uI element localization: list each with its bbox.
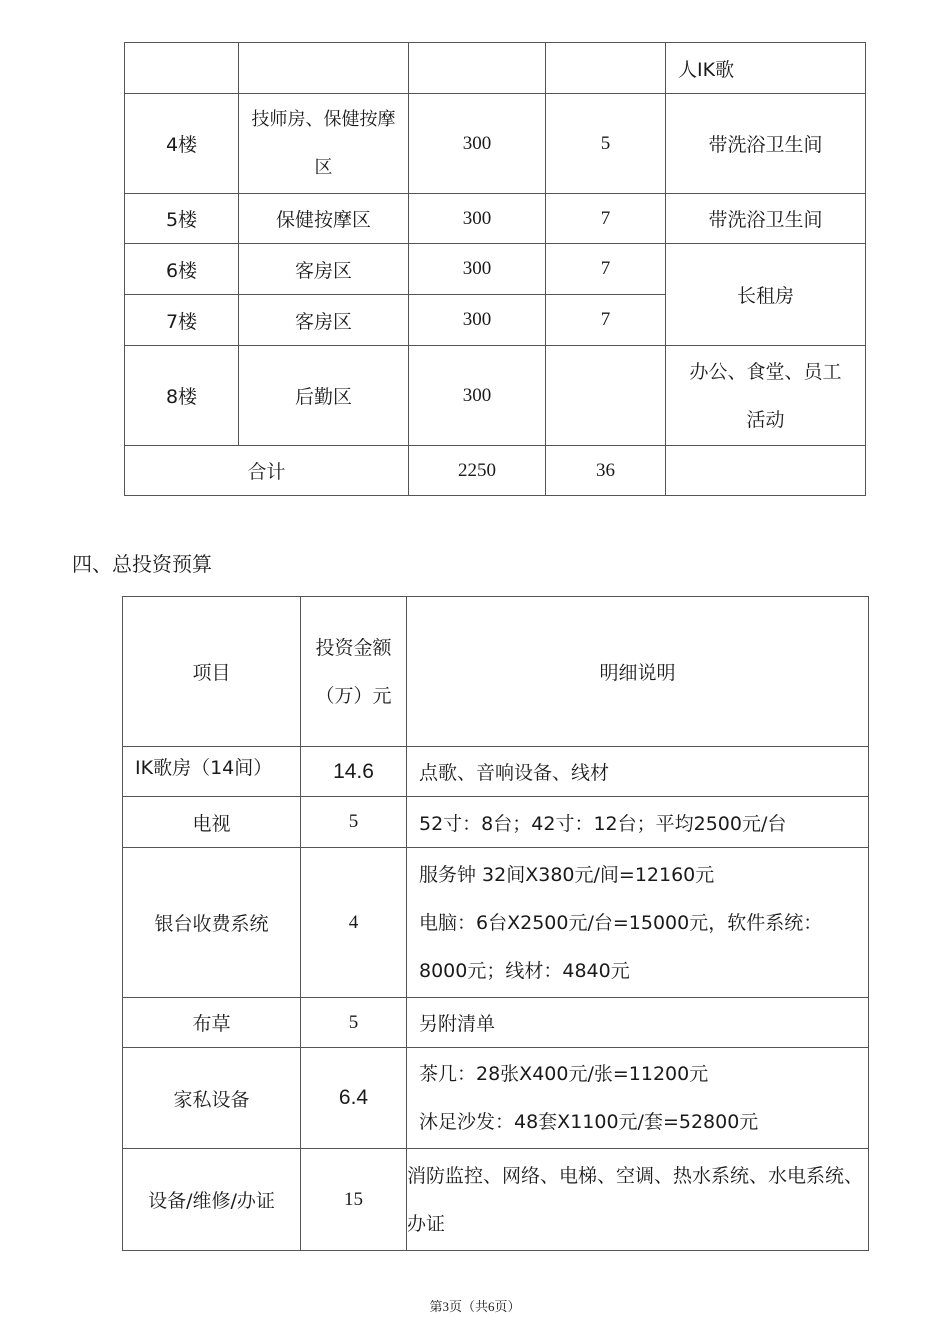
table-row [123, 848, 869, 998]
rooms-cell: 5 [546, 94, 666, 194]
detail-cell: 点歌、音响设备、线材 [407, 747, 869, 797]
header-detail: 明细说明 [407, 597, 869, 747]
table-row [123, 1048, 869, 1149]
area-cell: 技师房、保健按摩区 [239, 94, 409, 194]
section-heading: 四、总投资预算 [72, 552, 212, 576]
table-row [125, 346, 866, 446]
page-footer: 第3页（共6页） [429, 1299, 521, 1314]
table-row [125, 446, 866, 496]
item-cell: 银台收费系统 [123, 848, 301, 998]
item-cell: 电视 [123, 797, 301, 848]
size-cell: 300 [409, 346, 546, 446]
detail-line: 沐足沙发：48套X1100元/套=52800元 [419, 1111, 759, 1133]
detail-line: 茶几：28张X400元/张=11200元 [419, 1063, 709, 1085]
floor-cell: 5楼 [125, 194, 239, 244]
item-cell: 家私设备 [123, 1048, 301, 1149]
table-row [123, 797, 869, 848]
detail-cell [407, 848, 869, 998]
table-row [125, 43, 866, 94]
table-header-row [123, 597, 869, 747]
area-cell: 后勤区 [239, 346, 409, 446]
header-amount: 投资金额（万）元 [301, 597, 407, 747]
area-cell: 保健按摩区 [239, 194, 409, 244]
floor-cell: 8楼 [125, 346, 239, 446]
amount-cell: 15 [301, 1149, 407, 1251]
size-cell: 300 [409, 194, 546, 244]
amount-cell: 4 [301, 848, 407, 998]
amount-cell: 5 [301, 998, 407, 1048]
amount-cell: 5 [301, 797, 407, 848]
item-cell: IK歌房（14间） [123, 747, 301, 797]
amount-cell: 14.6 [301, 747, 407, 797]
total-size: 2250 [409, 446, 546, 496]
table-row [123, 747, 869, 797]
note-cell: 人IK歌 [666, 43, 866, 94]
budget-table [122, 596, 869, 1251]
rooms-cell: 7 [546, 194, 666, 244]
total-rooms: 36 [546, 446, 666, 496]
item-cell: 布草 [123, 998, 301, 1048]
total-label: 合计 [125, 446, 409, 496]
table-row [123, 1149, 869, 1251]
area-cell: 客房区 [239, 244, 409, 295]
rooms-cell: 7 [546, 244, 666, 295]
table-row [125, 244, 866, 295]
note-cell: 带洗浴卫生间 [666, 194, 866, 244]
area-cell: 客房区 [239, 295, 409, 346]
detail-cell [407, 1048, 869, 1149]
size-cell: 300 [409, 295, 546, 346]
rooms-cell: 7 [546, 295, 666, 346]
table-row [125, 194, 866, 244]
amount-cell: 6.4 [301, 1048, 407, 1149]
floor-cell: 4楼 [125, 94, 239, 194]
detail-cell: 52寸：8台；42寸：12台；平均2500元/台 [407, 797, 869, 848]
detail-cell: 另附清单 [407, 998, 869, 1048]
note-cell: 带洗浴卫生间 [666, 94, 866, 194]
note-cell: 长租房 [666, 244, 866, 346]
floor-table [124, 42, 866, 496]
size-cell: 300 [409, 94, 546, 194]
rooms-cell [546, 346, 666, 446]
header-item: 项目 [123, 597, 301, 747]
size-cell: 300 [409, 244, 546, 295]
note-cell: 办公、食堂、员工活动 [666, 346, 866, 446]
item-cell: 设备/维修/办证 [123, 1149, 301, 1251]
floor-cell: 6楼 [125, 244, 239, 295]
table-row [123, 998, 869, 1048]
floor-cell: 7楼 [125, 295, 239, 346]
table-row [125, 94, 866, 194]
detail-cell: 消防监控、网络、电梯、空调、热水系统、水电系统、办证 [407, 1149, 869, 1251]
detail-line: 服务钟 32间X380元/间=12160元 [419, 863, 715, 886]
detail-line: 电脑：6台X2500元/台=15000元，软件系统：8000元；线材：4840元 [419, 911, 823, 982]
